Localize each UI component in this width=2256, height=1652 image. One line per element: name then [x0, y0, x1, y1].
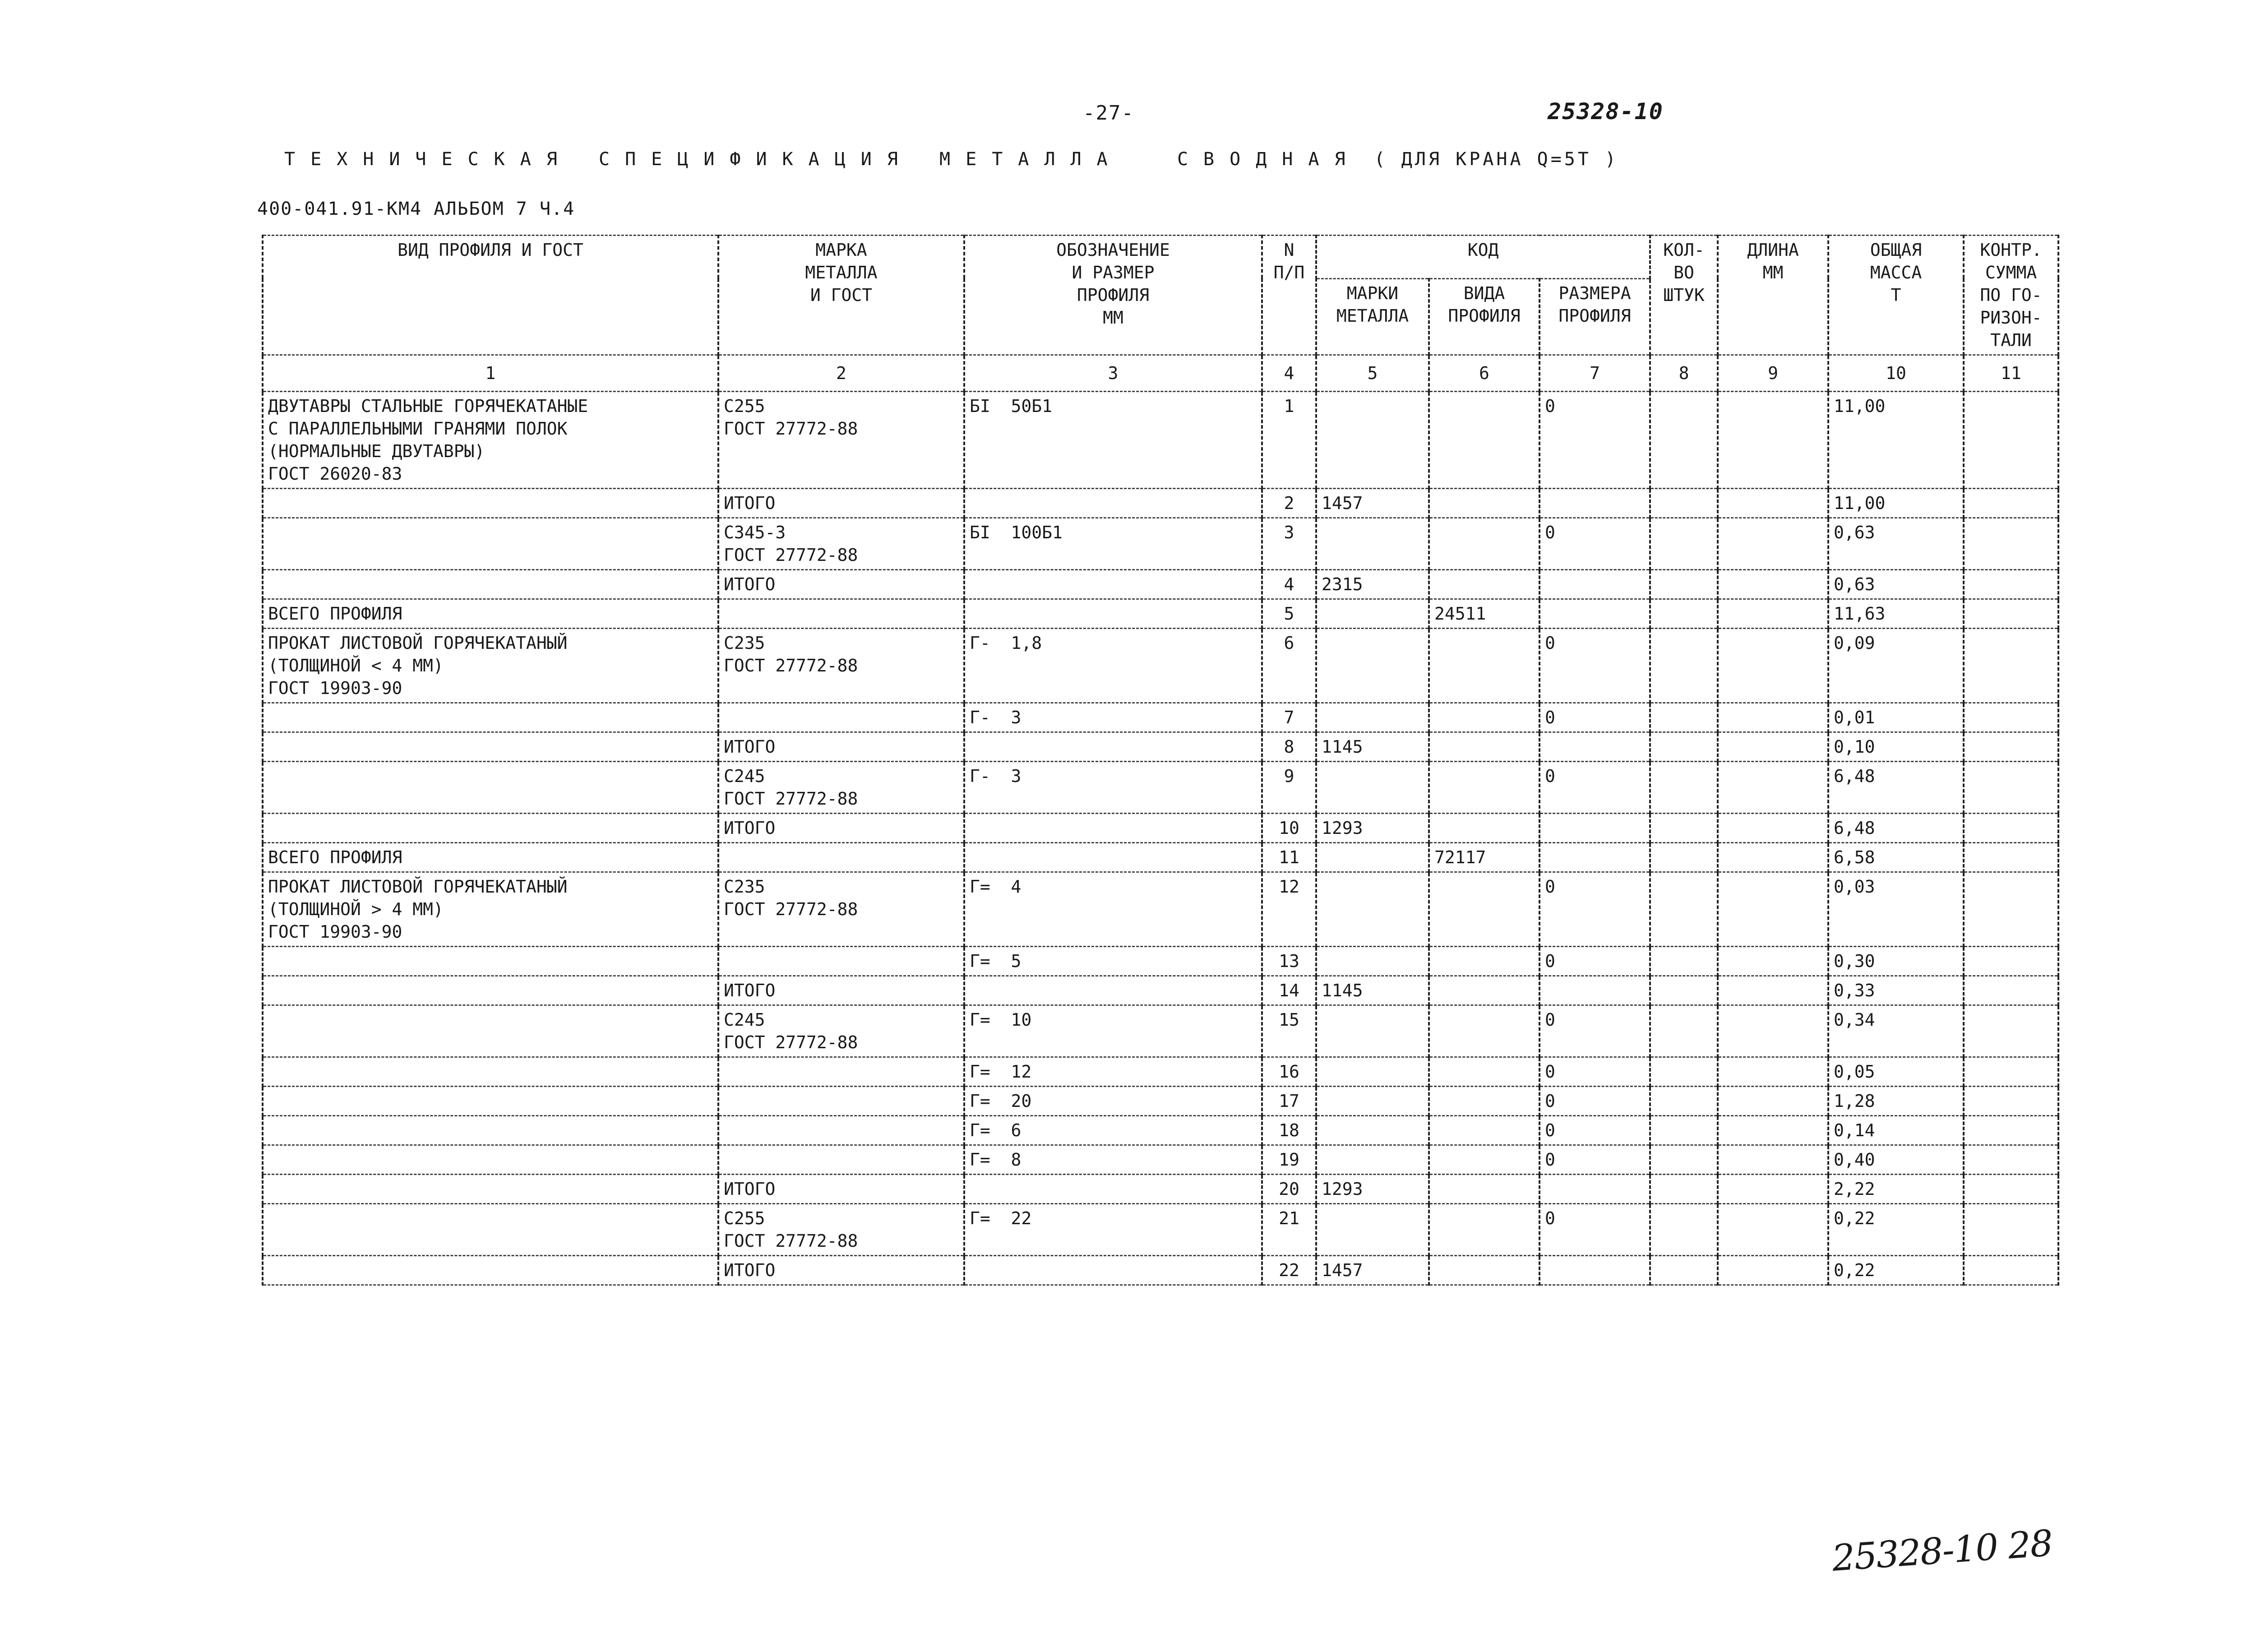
- row-number-cell: 16: [1262, 1057, 1316, 1087]
- grade-cell: ИТОГО: [718, 489, 964, 518]
- grade-cell: С255 ГОСТ 27772-88: [718, 1204, 964, 1256]
- profile-code-cell: [1429, 392, 1539, 489]
- control-sum-cell: [1964, 947, 2058, 976]
- quantity-cell: [1650, 570, 1718, 599]
- profile-cell: ВСЕГО ПРОФИЛЯ: [263, 599, 718, 629]
- size-code-cell: [1539, 814, 1650, 843]
- size-cell: Г= 4: [964, 872, 1262, 947]
- profile-code-cell: [1429, 1116, 1539, 1145]
- profile-cell: [263, 570, 718, 599]
- mass-cell: 6,48: [1828, 762, 1964, 814]
- quantity-cell: [1650, 843, 1718, 872]
- control-sum-cell: [1964, 814, 2058, 843]
- row-number-cell: 8: [1262, 732, 1316, 762]
- quantity-cell: [1650, 703, 1718, 732]
- title-summary: СВОДНАЯ: [1177, 149, 1361, 170]
- table-row: [263, 872, 2058, 947]
- mass-cell: 0,03: [1828, 872, 1964, 947]
- size-cell: [964, 814, 1262, 843]
- mass-cell: 2,22: [1828, 1175, 1964, 1204]
- table-row: [263, 1204, 2058, 1256]
- length-cell: [1718, 1087, 1828, 1116]
- col-header-code-size: РАЗМЕРА ПРОФИЛЯ: [1539, 278, 1650, 355]
- size-code-cell: [1539, 732, 1650, 762]
- mass-cell: 11,00: [1828, 489, 1964, 518]
- size-code-cell: [1539, 843, 1650, 872]
- size-code-cell: [1539, 1256, 1650, 1285]
- quantity-cell: [1650, 629, 1718, 703]
- profile-cell: [263, 762, 718, 814]
- size-code-cell: 0: [1539, 1005, 1650, 1057]
- size-code-cell: 0: [1539, 518, 1650, 570]
- mass-cell: 6,48: [1828, 814, 1964, 843]
- table-row: [263, 1087, 2058, 1116]
- column-number: 2: [718, 355, 964, 392]
- profile-code-cell: [1429, 1145, 1539, 1175]
- profile-cell: [263, 1005, 718, 1057]
- grade-cell: ИТОГО: [718, 570, 964, 599]
- mass-cell: 0,63: [1828, 518, 1964, 570]
- column-number: 3: [964, 355, 1262, 392]
- size-code-cell: 0: [1539, 392, 1650, 489]
- size-code-cell: 0: [1539, 703, 1650, 732]
- col-header-code: КОД: [1316, 236, 1650, 279]
- grade-cell: [718, 1145, 964, 1175]
- profile-code-cell: [1429, 732, 1539, 762]
- grade-code-cell: [1316, 703, 1429, 732]
- mass-cell: 0,30: [1828, 947, 1964, 976]
- grade-cell: С245 ГОСТ 27772-88: [718, 1005, 964, 1057]
- size-code-cell: [1539, 599, 1650, 629]
- quantity-cell: [1650, 1057, 1718, 1087]
- size-code-cell: 0: [1539, 1204, 1650, 1256]
- control-sum-cell: [1964, 762, 2058, 814]
- size-code-cell: 0: [1539, 629, 1650, 703]
- row-number-cell: 20: [1262, 1175, 1316, 1204]
- specification-table: [262, 235, 2059, 1286]
- quantity-cell: [1650, 872, 1718, 947]
- profile-code-cell: [1429, 489, 1539, 518]
- grade-code-cell: [1316, 762, 1429, 814]
- profile-cell: [263, 976, 718, 1005]
- column-number: 6: [1429, 355, 1539, 392]
- table-row: [263, 1057, 2058, 1087]
- length-cell: [1718, 1057, 1828, 1087]
- control-sum-cell: [1964, 392, 2058, 489]
- control-sum-cell: [1964, 629, 2058, 703]
- table-row: [263, 1116, 2058, 1145]
- mass-cell: 0,33: [1828, 976, 1964, 1005]
- profile-cell: [263, 703, 718, 732]
- table-row: [263, 976, 2058, 1005]
- mass-cell: 0,22: [1828, 1204, 1964, 1256]
- row-number-cell: 21: [1262, 1204, 1316, 1256]
- col-header-size: ОБОЗНАЧЕНИЕ И РАЗМЕР ПРОФИЛЯ ММ: [964, 236, 1262, 355]
- profile-cell: [263, 947, 718, 976]
- grade-cell: ИТОГО: [718, 1256, 964, 1285]
- column-number: 5: [1316, 355, 1429, 392]
- control-sum-cell: [1964, 976, 2058, 1005]
- profile-cell: [263, 1087, 718, 1116]
- quantity-cell: [1650, 1116, 1718, 1145]
- grade-cell: [718, 1116, 964, 1145]
- length-cell: [1718, 518, 1828, 570]
- header-row: [263, 236, 2058, 279]
- album-reference: 400-041.91-КМ4 АЛЬБОМ 7 Ч.4: [257, 199, 575, 219]
- size-cell: Г= 10: [964, 1005, 1262, 1057]
- row-number-cell: 17: [1262, 1087, 1316, 1116]
- column-number: 8: [1650, 355, 1718, 392]
- control-sum-cell: [1964, 1057, 2058, 1087]
- profile-code-cell: [1429, 814, 1539, 843]
- quantity-cell: [1650, 732, 1718, 762]
- grade-cell: С345-3 ГОСТ 27772-88: [718, 518, 964, 570]
- profile-cell: [263, 1057, 718, 1087]
- row-number-cell: 9: [1262, 762, 1316, 814]
- profile-code-cell: [1429, 1087, 1539, 1116]
- profile-code-cell: [1429, 570, 1539, 599]
- column-number: 4: [1262, 355, 1316, 392]
- grade-cell: [718, 599, 964, 629]
- control-sum-cell: [1964, 1005, 2058, 1057]
- grade-cell: С245 ГОСТ 27772-88: [718, 762, 964, 814]
- size-cell: Г= 6: [964, 1116, 1262, 1145]
- col-header-profile: ВИД ПРОФИЛЯ И ГОСТ: [263, 236, 718, 355]
- grade-code-cell: 1145: [1316, 976, 1429, 1005]
- control-sum-cell: [1964, 599, 2058, 629]
- profile-code-cell: [1429, 1057, 1539, 1087]
- profile-cell: [263, 814, 718, 843]
- grade-code-cell: 1457: [1316, 1256, 1429, 1285]
- size-cell: [964, 489, 1262, 518]
- grade-code-cell: [1316, 947, 1429, 976]
- length-cell: [1718, 976, 1828, 1005]
- control-sum-cell: [1964, 1204, 2058, 1256]
- length-cell: [1718, 703, 1828, 732]
- profile-code-cell: [1429, 1175, 1539, 1204]
- row-number-cell: 13: [1262, 947, 1316, 976]
- quantity-cell: [1650, 599, 1718, 629]
- profile-cell: [263, 1175, 718, 1204]
- table-row: [263, 489, 2058, 518]
- length-cell: [1718, 392, 1828, 489]
- row-number-cell: 5: [1262, 599, 1316, 629]
- grade-cell: [718, 1087, 964, 1116]
- size-code-cell: 0: [1539, 1057, 1650, 1087]
- size-code-cell: 0: [1539, 1116, 1650, 1145]
- control-sum-cell: [1964, 489, 2058, 518]
- size-code-cell: 0: [1539, 762, 1650, 814]
- row-number-cell: 22: [1262, 1256, 1316, 1285]
- size-code-cell: 0: [1539, 872, 1650, 947]
- profile-cell: [263, 518, 718, 570]
- table-row: [263, 1175, 2058, 1204]
- col-header-code-profile: ВИДА ПРОФИЛЯ: [1429, 278, 1539, 355]
- col-header-number: N П/П: [1262, 236, 1316, 355]
- table-row: [263, 814, 2058, 843]
- mass-cell: 0,34: [1828, 1005, 1964, 1057]
- grade-code-cell: 1293: [1316, 1175, 1429, 1204]
- column-number: 1: [263, 355, 718, 392]
- col-header-code-grade: МАРКИ МЕТАЛЛА: [1316, 278, 1429, 355]
- length-cell: [1718, 1256, 1828, 1285]
- size-cell: Г= 8: [964, 1145, 1262, 1175]
- grade-cell: ИТОГО: [718, 814, 964, 843]
- mass-cell: 0,14: [1828, 1116, 1964, 1145]
- size-cell: Г= 12: [964, 1057, 1262, 1087]
- table-row: [263, 629, 2058, 703]
- profile-cell: [263, 1145, 718, 1175]
- table-row: [263, 1145, 2058, 1175]
- profile-code-cell: 24511: [1429, 599, 1539, 629]
- size-code-cell: [1539, 1175, 1650, 1204]
- column-number-row: [263, 355, 2058, 392]
- mass-cell: 1,28: [1828, 1087, 1964, 1116]
- row-number-cell: 12: [1262, 872, 1316, 947]
- control-sum-cell: [1964, 872, 2058, 947]
- mass-cell: 11,00: [1828, 392, 1964, 489]
- control-sum-cell: [1964, 1145, 2058, 1175]
- size-cell: Г- 1,8: [964, 629, 1262, 703]
- size-cell: [964, 570, 1262, 599]
- profile-cell: [263, 1204, 718, 1256]
- length-cell: [1718, 1145, 1828, 1175]
- length-cell: [1718, 1116, 1828, 1145]
- size-cell: Г- 3: [964, 762, 1262, 814]
- control-sum-cell: [1964, 1087, 2058, 1116]
- size-cell: БI 100Б1: [964, 518, 1262, 570]
- col-header-length: ДЛИНА ММ: [1718, 236, 1828, 355]
- grade-code-cell: 1457: [1316, 489, 1429, 518]
- grade-code-cell: [1316, 843, 1429, 872]
- row-number-cell: 15: [1262, 1005, 1316, 1057]
- title-main: ТЕХНИЧЕСКАЯ СПЕЦИФИКАЦИЯ МЕТАЛЛА: [284, 149, 1123, 170]
- table-row: [263, 518, 2058, 570]
- grade-cell: [718, 843, 964, 872]
- grade-code-cell: 1293: [1316, 814, 1429, 843]
- size-cell: Г- 3: [964, 703, 1262, 732]
- mass-cell: 0,05: [1828, 1057, 1964, 1087]
- row-number-cell: 14: [1262, 976, 1316, 1005]
- grade-code-cell: [1316, 1057, 1429, 1087]
- column-number: 7: [1539, 355, 1650, 392]
- profile-cell: [263, 489, 718, 518]
- grade-cell: ИТОГО: [718, 976, 964, 1005]
- profile-code-cell: 72117: [1429, 843, 1539, 872]
- grade-cell: [718, 703, 964, 732]
- profile-code-cell: [1429, 703, 1539, 732]
- quantity-cell: [1650, 489, 1718, 518]
- quantity-cell: [1650, 762, 1718, 814]
- row-number-cell: 1: [1262, 392, 1316, 489]
- size-cell: Г= 5: [964, 947, 1262, 976]
- specification-body: [263, 392, 2058, 1285]
- mass-cell: 0,01: [1828, 703, 1964, 732]
- quantity-cell: [1650, 1087, 1718, 1116]
- length-cell: [1718, 762, 1828, 814]
- quantity-cell: [1650, 1175, 1718, 1204]
- quantity-cell: [1650, 947, 1718, 976]
- mass-cell: 0,10: [1828, 732, 1964, 762]
- document-id: 25328-10: [1548, 98, 1664, 125]
- row-number-cell: 19: [1262, 1145, 1316, 1175]
- length-cell: [1718, 489, 1828, 518]
- grade-code-cell: [1316, 1204, 1429, 1256]
- col-header-control-sum: КОНТР. СУММА ПО ГО- РИЗОН- ТАЛИ: [1964, 236, 2058, 355]
- grade-cell: ИТОГО: [718, 1175, 964, 1204]
- length-cell: [1718, 570, 1828, 599]
- grade-code-cell: [1316, 1145, 1429, 1175]
- length-cell: [1718, 872, 1828, 947]
- profile-code-cell: [1429, 947, 1539, 976]
- column-number: 11: [1964, 355, 2058, 392]
- control-sum-cell: [1964, 1256, 2058, 1285]
- profile-code-cell: [1429, 1204, 1539, 1256]
- grade-code-cell: [1316, 1087, 1429, 1116]
- profile-code-cell: [1429, 518, 1539, 570]
- size-cell: [964, 976, 1262, 1005]
- control-sum-cell: [1964, 703, 2058, 732]
- table-row: [263, 843, 2058, 872]
- size-code-cell: 0: [1539, 947, 1650, 976]
- length-cell: [1718, 947, 1828, 976]
- size-cell: [964, 732, 1262, 762]
- row-number-cell: 7: [1262, 703, 1316, 732]
- col-header-quantity: КОЛ- ВО ШТУК: [1650, 236, 1718, 355]
- table-row: [263, 762, 2058, 814]
- profile-code-cell: [1429, 976, 1539, 1005]
- table-row: [263, 1005, 2058, 1057]
- mass-cell: 11,63: [1828, 599, 1964, 629]
- column-number: 10: [1828, 355, 1964, 392]
- size-code-cell: 0: [1539, 1145, 1650, 1175]
- col-header-mass: ОБЩАЯ МАССА Т: [1828, 236, 1964, 355]
- quantity-cell: [1650, 1204, 1718, 1256]
- mass-cell: 0,09: [1828, 629, 1964, 703]
- col-header-grade: МАРКА МЕТАЛЛА И ГОСТ: [718, 236, 964, 355]
- size-code-cell: 0: [1539, 1087, 1650, 1116]
- control-sum-cell: [1964, 732, 2058, 762]
- grade-code-cell: 2315: [1316, 570, 1429, 599]
- control-sum-cell: [1964, 518, 2058, 570]
- grade-code-cell: [1316, 392, 1429, 489]
- table-row: [263, 392, 2058, 489]
- length-cell: [1718, 629, 1828, 703]
- grade-code-cell: [1316, 629, 1429, 703]
- page-title: [284, 149, 1618, 170]
- size-cell: [964, 1175, 1262, 1204]
- table-row: [263, 1256, 2058, 1285]
- grade-cell: [718, 947, 964, 976]
- size-code-cell: [1539, 570, 1650, 599]
- column-number: 9: [1718, 355, 1828, 392]
- size-cell: БI 50Б1: [964, 392, 1262, 489]
- profile-cell: [263, 1256, 718, 1285]
- profile-code-cell: [1429, 629, 1539, 703]
- size-cell: [964, 1256, 1262, 1285]
- mass-cell: 0,40: [1828, 1145, 1964, 1175]
- quantity-cell: [1650, 1256, 1718, 1285]
- grade-code-cell: [1316, 518, 1429, 570]
- grade-cell: С235 ГОСТ 27772-88: [718, 872, 964, 947]
- size-code-cell: [1539, 976, 1650, 1005]
- quantity-cell: [1650, 392, 1718, 489]
- length-cell: [1718, 1204, 1828, 1256]
- row-number-cell: 6: [1262, 629, 1316, 703]
- handwritten-document-id: 25328-10 28: [1831, 1522, 2054, 1579]
- grade-code-cell: [1316, 599, 1429, 629]
- profile-cell: ПРОКАТ ЛИСТОВОЙ ГОРЯЧЕКАТАНЫЙ (ТОЛЩИНОЙ < 4 ММ) ГОСТ 19903-90: [263, 629, 718, 703]
- quantity-cell: [1650, 1005, 1718, 1057]
- grade-code-cell: [1316, 1005, 1429, 1057]
- grade-cell: [718, 1057, 964, 1087]
- size-cell: Г= 22: [964, 1204, 1262, 1256]
- quantity-cell: [1650, 814, 1718, 843]
- size-cell: [964, 599, 1262, 629]
- quantity-cell: [1650, 1145, 1718, 1175]
- profile-cell: ДВУТАВРЫ СТАЛЬНЫЕ ГОРЯЧЕКАТАНЫЕ С ПАРАЛЛЕЛЬНЫМИ ГРАНЯМИ ПОЛОК (НОРМАЛЬНЫЕ ДВУТАВРЫ) ГОСТ 26020-83: [263, 392, 718, 489]
- row-number-cell: 3: [1262, 518, 1316, 570]
- control-sum-cell: [1964, 1116, 2058, 1145]
- row-number-cell: 2: [1262, 489, 1316, 518]
- profile-cell: ПРОКАТ ЛИСТОВОЙ ГОРЯЧЕКАТАНЫЙ (ТОЛЩИНОЙ > 4 ММ) ГОСТ 19903-90: [263, 872, 718, 947]
- table-row: [263, 947, 2058, 976]
- size-code-cell: [1539, 489, 1650, 518]
- grade-cell: С235 ГОСТ 27772-88: [718, 629, 964, 703]
- quantity-cell: [1650, 976, 1718, 1005]
- length-cell: [1718, 1005, 1828, 1057]
- quantity-cell: [1650, 518, 1718, 570]
- grade-code-cell: [1316, 872, 1429, 947]
- mass-cell: 0,63: [1828, 570, 1964, 599]
- profile-code-cell: [1429, 872, 1539, 947]
- grade-code-cell: [1316, 1116, 1429, 1145]
- length-cell: [1718, 732, 1828, 762]
- grade-cell: С255 ГОСТ 27772-88: [718, 392, 964, 489]
- profile-code-cell: [1429, 762, 1539, 814]
- grade-cell: ИТОГО: [718, 732, 964, 762]
- control-sum-cell: [1964, 843, 2058, 872]
- title-note: ( ДЛЯ КРАНА Q=5Т ): [1374, 149, 1619, 170]
- profile-cell: [263, 1116, 718, 1145]
- page-number: -27-: [1083, 102, 1134, 125]
- table-row: [263, 570, 2058, 599]
- row-number-cell: 4: [1262, 570, 1316, 599]
- size-cell: [964, 843, 1262, 872]
- mass-cell: 0,22: [1828, 1256, 1964, 1285]
- length-cell: [1718, 1175, 1828, 1204]
- row-number-cell: 18: [1262, 1116, 1316, 1145]
- length-cell: [1718, 843, 1828, 872]
- table-row: [263, 599, 2058, 629]
- profile-cell: [263, 732, 718, 762]
- control-sum-cell: [1964, 570, 2058, 599]
- mass-cell: 6,58: [1828, 843, 1964, 872]
- row-number-cell: 11: [1262, 843, 1316, 872]
- grade-code-cell: 1145: [1316, 732, 1429, 762]
- length-cell: [1718, 814, 1828, 843]
- control-sum-cell: [1964, 1175, 2058, 1204]
- row-number-cell: 10: [1262, 814, 1316, 843]
- length-cell: [1718, 599, 1828, 629]
- profile-cell: ВСЕГО ПРОФИЛЯ: [263, 843, 718, 872]
- size-cell: Г= 20: [964, 1087, 1262, 1116]
- table-row: [263, 703, 2058, 732]
- table-row: [263, 732, 2058, 762]
- profile-code-cell: [1429, 1256, 1539, 1285]
- profile-code-cell: [1429, 1005, 1539, 1057]
